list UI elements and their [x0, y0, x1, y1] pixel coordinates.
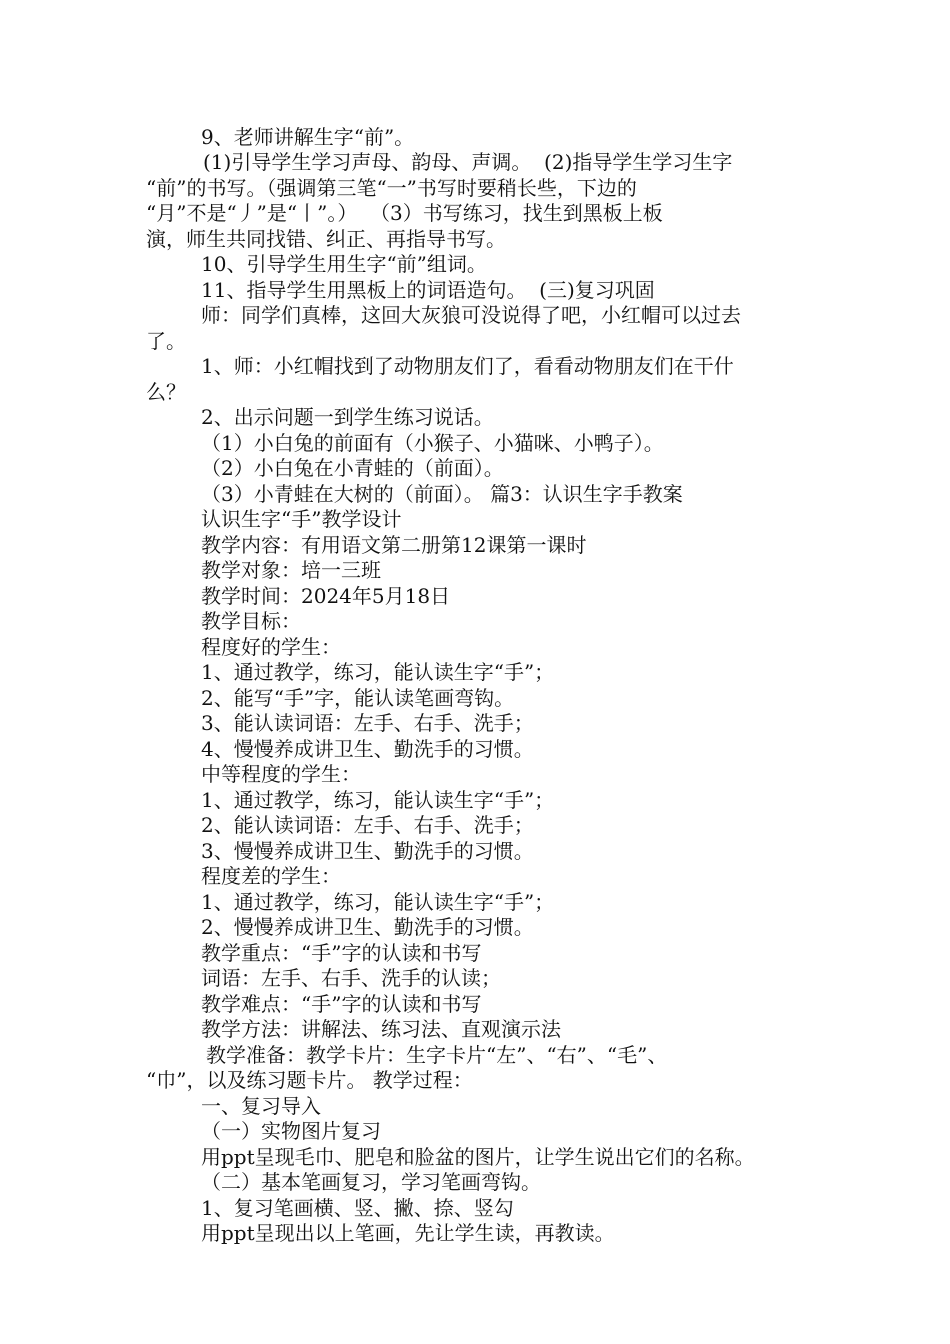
text-line: 用ppt呈现毛巾、肥皂和脸盆的图片，让学生说出它们的名称。	[201, 1145, 755, 1169]
text-line: 1、师：小红帽找到了动物朋友们了，看看动物朋友们在干什	[201, 354, 734, 378]
text-line: 教学内容：有用语文第二册第12课第一课时	[201, 533, 587, 557]
text-line: 3、能认读词语：左手、右手、洗手；	[201, 711, 534, 735]
text-line: 一、复习导入	[201, 1094, 321, 1118]
text-line: 10、引导学生用生字“前”组词。	[201, 252, 487, 276]
text-line: 1、通过教学，练习，能认读生字“手”；	[201, 890, 555, 914]
text-line: （一）实物图片复习	[201, 1119, 381, 1143]
text-line: 教学方法：讲解法、练习法、直观演示法	[201, 1017, 561, 1041]
text-line: 师：同学们真棒，这回大灰狼可没说得了吧，小红帽可以过去	[201, 303, 741, 327]
text-line: 教学难点：“手”字的认读和书写	[201, 992, 482, 1016]
text-line: 2、能认读词语：左手、右手、洗手；	[201, 813, 534, 837]
text-line: 教学准备：教学卡片：生字卡片“左”、“右”、“毛”、	[206, 1043, 668, 1067]
text-line: 中等程度的学生：	[201, 762, 361, 786]
text-line: 3、慢慢养成讲卫生、勤洗手的习惯。	[201, 839, 534, 863]
text-line: （二）基本笔画复习，学习笔画弯钩。	[201, 1170, 541, 1194]
text-line: 程度好的学生：	[201, 635, 341, 659]
text-line: 么？	[146, 380, 186, 404]
text-line: （2）小白兔在小青蛙的（前面）。	[201, 456, 504, 480]
text-line: 1、复习笔画横、竖、撇、捺、竖勾	[201, 1196, 514, 1220]
text-line: 2、慢慢养成讲卫生、勤洗手的习惯。	[201, 915, 534, 939]
text-line: 11、指导学生用黑板上的词语造句。 (三)复习巩固	[201, 278, 655, 302]
text-line: “前”的书写。（强调第三笔“一”书写时要稍长些，下边的	[146, 176, 637, 200]
text-line: “月”不是“丿”是“丨”。） （3）书写练习，找生到黑板上板	[146, 201, 663, 225]
text-line: 了。	[146, 329, 186, 353]
text-line: 用ppt呈现出以上笔画，先让学生读，再教读。	[201, 1221, 615, 1245]
text-line: 9、老师讲解生字“前”。	[201, 125, 415, 149]
text-line: 1、通过教学，练习，能认读生字“手”；	[201, 660, 555, 684]
text-line: 认识生字“手”教学设计	[201, 507, 402, 531]
text-line: 2、出示问题一到学生练习说话。	[201, 405, 494, 429]
text-line: 程度差的学生：	[201, 864, 341, 888]
text-line: （1）小白兔的前面有（小猴子、小猫咪、小鸭子）。	[201, 431, 664, 455]
text-line: 1、通过教学，练习，能认读生字“手”；	[201, 788, 555, 812]
text-line: (1)引导学生学习声母、韵母、声调。 (2)指导学生学习生字	[203, 150, 733, 174]
text-line: “巾”，以及练习题卡片。 教学过程：	[146, 1068, 473, 1092]
text-line: 词语：左手、右手、洗手的认读；	[201, 966, 501, 990]
text-line: 4、慢慢养成讲卫生、勤洗手的习惯。	[201, 737, 534, 761]
text-line: （3）小青蛙在大树的（前面）。 篇3：认识生字手教案	[201, 482, 683, 506]
text-line: 教学重点：“手”字的认读和书写	[201, 941, 482, 965]
text-line: 教学时间：2024年5月18日	[201, 584, 451, 608]
text-line: 教学目标：	[201, 609, 301, 633]
text-line: 2、能写“手”字，能认读笔画弯钩。	[201, 686, 515, 710]
text-line: 演，师生共同找错、纠正、再指导书写。	[146, 227, 506, 251]
text-line: 教学对象：培一三班	[201, 558, 381, 582]
